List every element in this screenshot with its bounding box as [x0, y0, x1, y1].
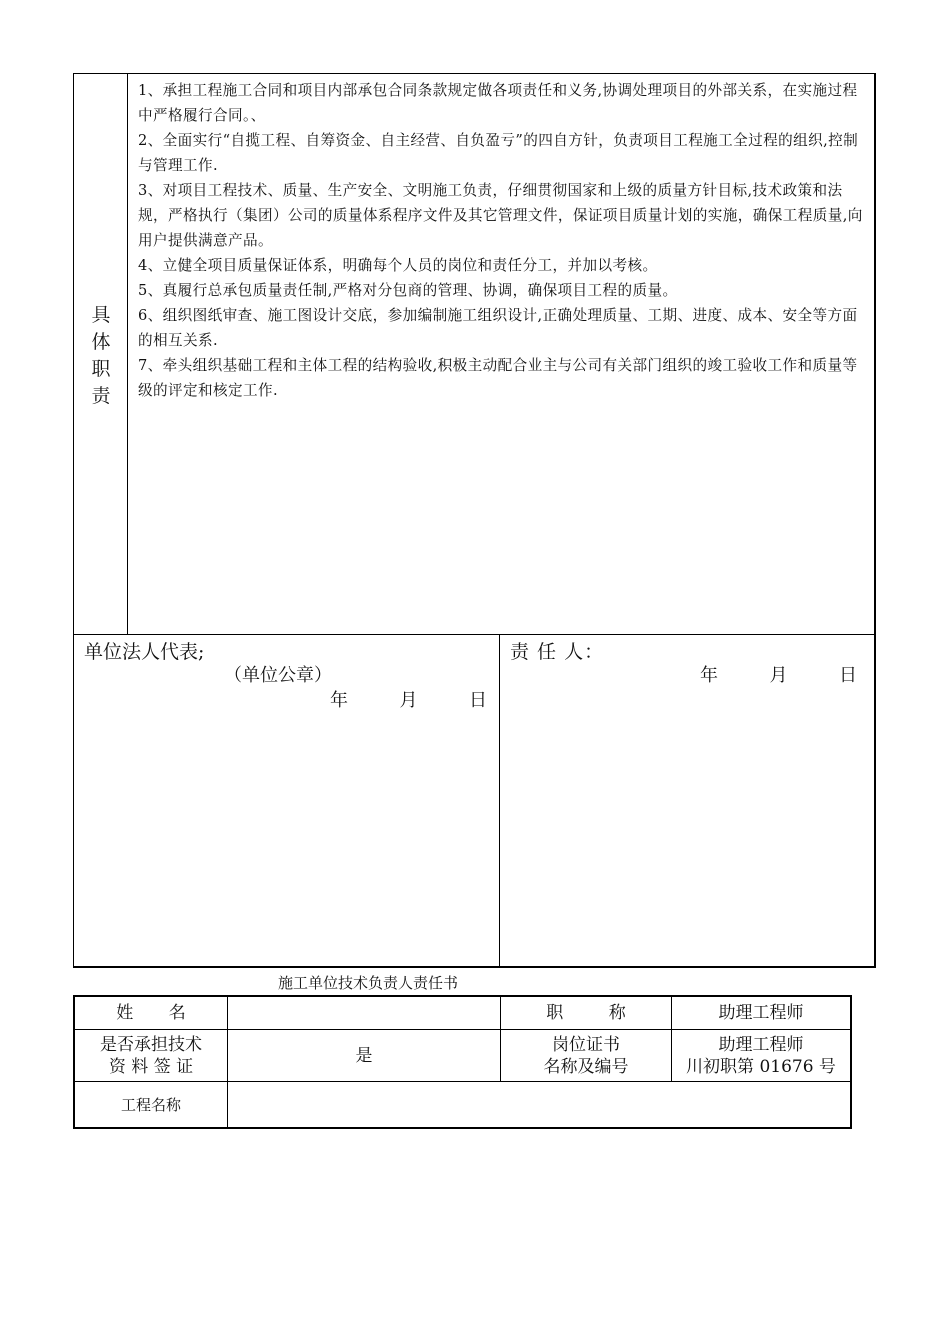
day-label: 日	[468, 690, 487, 711]
title-label-text: 职 称	[546, 1003, 626, 1023]
duty-item: 4、立健全项目质量保证体系，明确每个人员的岗位和责任分工，并加以考核。	[138, 257, 658, 274]
tech-signoff-label	[75, 1029, 227, 1081]
responsible-person-label: 责 任 人：	[510, 641, 605, 663]
title-value: 助理工程师	[671, 997, 850, 1029]
project-name-label: 工程名称	[75, 1081, 227, 1127]
duty-label-char: 具	[91, 304, 111, 326]
duty-label	[74, 302, 128, 410]
duty-label-char: 责	[91, 385, 111, 407]
title-label	[500, 997, 671, 1029]
legal-rep-label: 单位法人代表;	[84, 641, 205, 663]
cert-value-line1: 助理工程师	[718, 1034, 804, 1055]
divider-horizontal	[74, 634, 874, 635]
info-table	[73, 995, 852, 1129]
cert-label-line2: 名称及编号	[543, 1056, 629, 1077]
name-label-text: 姓 名	[116, 1003, 186, 1023]
duty-item: 1、承担工程施工合同和项目内部承包合同条款规定做各项责任和义务,协调处理项目的外部关系，在实施过程中严格履行合同。、	[138, 82, 858, 124]
duty-item: 2、全面实行“自揽工程、自筹资金、自主经营、自负盈亏”的四自方针，负责项目工程施工全过程的组织,控制与管理工作.	[138, 132, 859, 174]
duty-label-char: 体	[91, 331, 111, 353]
cert-label	[500, 1029, 671, 1081]
day-label: 日	[838, 665, 857, 686]
cert-value-line2: 川初职第 01676 号	[686, 1056, 836, 1077]
duty-label-char: 职	[91, 358, 111, 380]
tech-label-line2: 资 料 签 证	[108, 1056, 194, 1077]
month-label: 月	[769, 665, 788, 686]
cert-value	[671, 1029, 850, 1081]
year-label: 年	[330, 690, 348, 711]
duty-label-column	[74, 74, 128, 634]
duty-form-block	[73, 73, 876, 968]
duty-item: 6、组织图纸审查、施工图设计交底，参加编制施工组织设计,正确处理质量、工期、进度、成本、安全等方面的相互关系.	[138, 307, 858, 349]
project-name-value[interactable]	[227, 1081, 850, 1127]
date-right	[700, 661, 857, 687]
tech-signoff-value: 是	[227, 1029, 500, 1081]
document-caption: 施工单位技术负责人责任书	[278, 974, 459, 992]
year-label: 年	[700, 665, 718, 686]
duty-list	[138, 78, 866, 403]
divider-vertical	[499, 634, 500, 966]
name-label	[75, 997, 227, 1029]
cert-label-line1: 岗位证书	[552, 1034, 620, 1055]
date-left	[330, 686, 487, 712]
duty-item: 3、对项目工程技术、质量、生产安全、文明施工负责，仔细贯彻国家和上级的质量方针目标,技术政策和法规，严格执行（集团）公司的质量体系程序文件及其它管理文件，保证项目质量计划的实施，确保工程质量,向用户提供满意产品。	[138, 182, 863, 249]
duty-item: 7、牵头组织基础工程和主体工程的结构验收,积极主动配合业主与公司有关部门组织的竣工验收工作和质量等级的评定和核定工作.	[138, 357, 858, 399]
unit-seal-label: （单位公章）	[224, 665, 332, 686]
name-value[interactable]	[227, 997, 500, 1029]
month-label: 月	[399, 690, 418, 711]
duty-item: 5、真履行总承包质量责任制,严格对分包商的管理、协调，确保项目工程的质量。	[138, 282, 678, 299]
tech-label-line1: 是否承担技术	[100, 1034, 202, 1055]
